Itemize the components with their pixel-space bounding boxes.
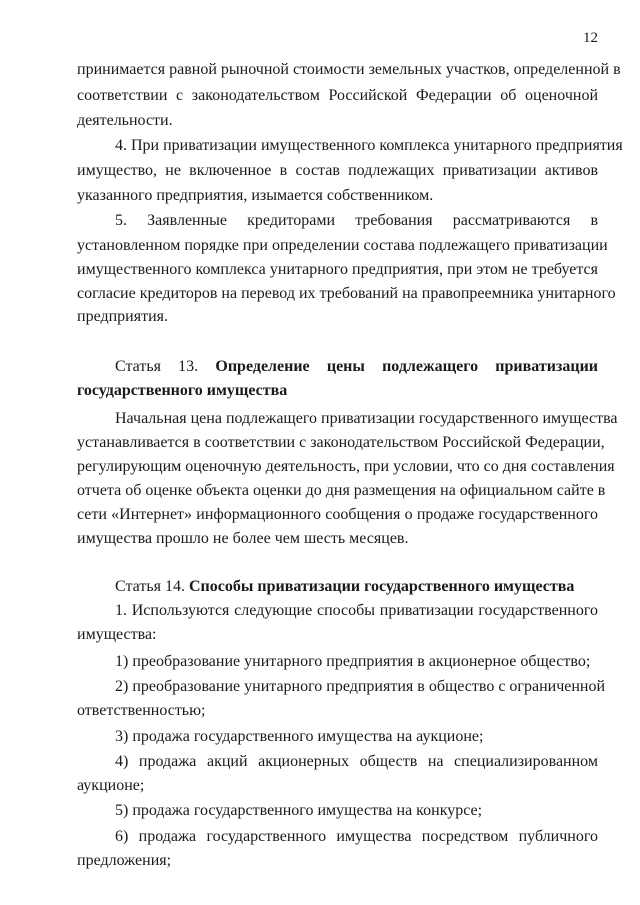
text-line: регулирующим оценочную деятельность, при условии, что со дня составления <box>77 458 615 475</box>
article-14-heading <box>115 575 598 599</box>
article-13-prefix: Статья 13. <box>115 358 199 375</box>
list-item: 5) продажа государственного имущества на конкурсе; <box>115 802 483 819</box>
text-line: имущества прошло не более чем шесть месяцев. <box>77 530 409 547</box>
article-14-title: Способы приватизации государственного имущества <box>188 578 575 595</box>
article-13-title-cont: государственного имущества <box>77 382 288 399</box>
text-line: согласие кредиторов на перевод их требований на правопреемника унитарного <box>77 285 616 302</box>
text-line: Начальная цена подлежащего приватизации государственного имущества <box>115 410 618 427</box>
list-item: 2) преобразование унитарного предприятия в общество с ограниченной <box>115 678 606 695</box>
text-line: деятельности. <box>77 112 173 129</box>
text-line: соответствии с законодательством Российской Федерации об оценочной <box>77 87 598 104</box>
text-line: имущество, не включенное в состав подлежащих приватизации активов <box>77 162 598 179</box>
list-item: 6) продажа государственного имущества посредством публичного <box>115 828 598 845</box>
article-13-heading <box>115 355 598 379</box>
text-line: установленном порядке при определении состава подлежащего приватизации <box>77 237 608 254</box>
article-13-title: Определение цены подлежащего приватизации <box>215 358 599 375</box>
text-line: ответственностью; <box>77 702 206 719</box>
list-item: 3) продажа государственного имущества на аукционе; <box>115 728 484 745</box>
list-item: 4) продажа акций акционерных обществ на специализированном <box>115 753 598 770</box>
text-line: 1. Используются следующие способы приватизации государственного <box>115 602 598 619</box>
text-line: имущественного комплекса унитарного предприятия, при этом не требуется <box>77 261 598 278</box>
text-line: имущества: <box>77 626 157 643</box>
list-item: 1) преобразование унитарного предприятия в акционерное общество; <box>115 653 591 670</box>
text-line: 5. Заявленные кредиторами требования рассматриваются в <box>115 212 598 229</box>
text-line: отчета об оценке объекта оценки до дня размещения на официальном сайте в <box>77 482 606 499</box>
text-line: указанного предприятия, изымается собственником. <box>77 187 434 204</box>
text-line: предприятия. <box>77 308 168 325</box>
text-line: аукционе; <box>77 777 145 794</box>
article-14-prefix: Статья 14. <box>115 578 185 595</box>
page-number: 12 <box>583 30 598 46</box>
text-line: сети «Интернет» информационного сообщения о продаже государственного <box>77 506 598 523</box>
text-line: 4. При приватизации имущественного комплекса унитарного предприятия <box>115 137 623 154</box>
text-line: устанавливается в соответствии с законодательством Российской Федерации, <box>77 434 605 451</box>
text-line: принимается равной рыночной стоимости земельных участков, определенной в <box>77 61 621 78</box>
text-line: предложения; <box>77 852 172 869</box>
